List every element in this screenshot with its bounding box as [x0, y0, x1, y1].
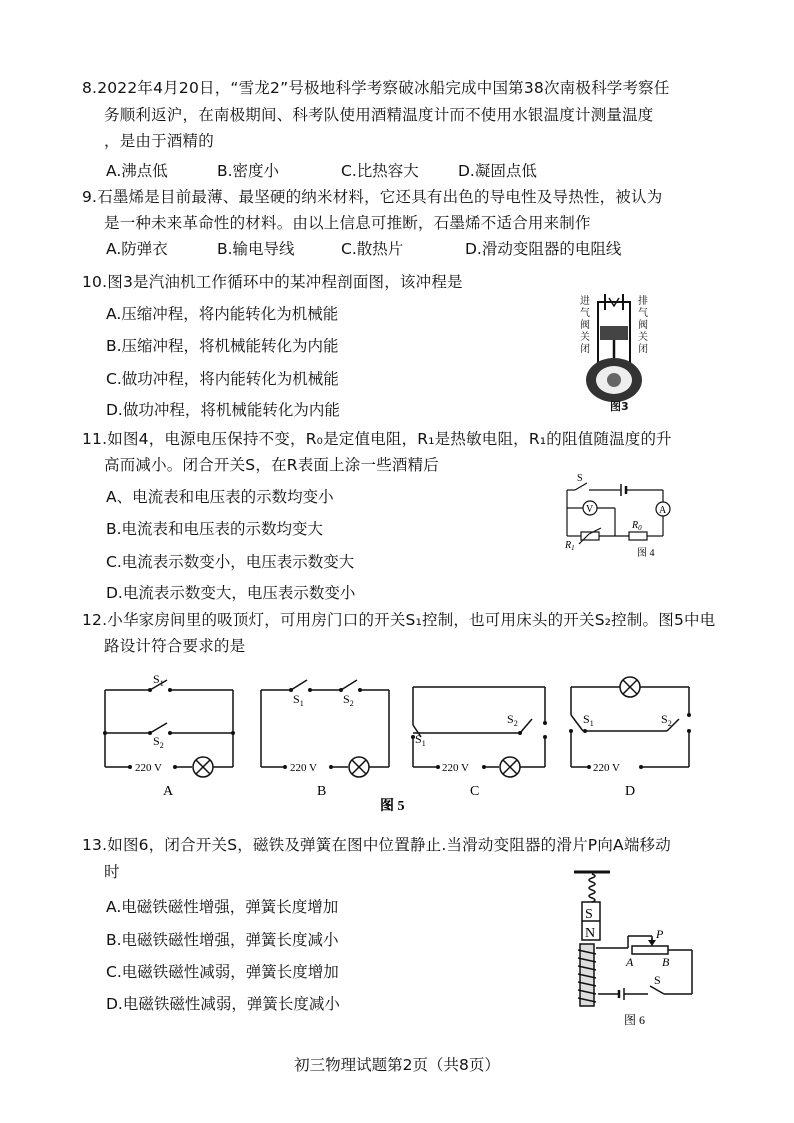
figure-5-caption: 图 5 [380, 799, 405, 814]
q11-line-2: 高而减小。闭合开关S，在R表面上涂一些酒精后 [104, 456, 440, 474]
figure-3-right-label: 排气阀关闭 [638, 296, 648, 355]
figure-5-circuits [95, 672, 705, 815]
q13-option-c: C.电磁铁磁性减弱，弹簧长度增加 [106, 963, 339, 981]
q13-option-d: D.电磁铁磁性减弱，弹簧长度减小 [106, 995, 340, 1013]
q13-option-b: B.电磁铁磁性增强，弹簧长度减小 [106, 931, 339, 949]
figure-6-b-label: B [662, 955, 670, 969]
page-footer: 初三物理试题第2页（共8页） [294, 1056, 500, 1074]
q12-line-2: 路设计符合要求的是 [104, 637, 246, 655]
figure-5c-lamp-icon [500, 757, 520, 777]
q13-line-1: 13.如图6，闭合开关S，磁铁及弹簧在图中位置静止.当滑动变阻器的滑片P向A端移动 [82, 836, 671, 854]
figure-5d-lamp-icon [620, 677, 640, 697]
figure-3-left-label: 进气阀关闭 [580, 296, 590, 355]
figure-5b-s1-label: $S_1$ [293, 692, 304, 708]
q8-line-1: 8.2022年4月20日，“雪龙2”号极地科学考察破冰船完成中国第38次南极科学考察任 [82, 79, 670, 97]
figure-4-r1-label: $R_1$ [565, 540, 575, 552]
figure-5c-s1-label: $S_1$ [415, 732, 426, 748]
q10-option-d: D.做功冲程，将机械能转化为内能 [106, 401, 340, 419]
q9-option-d: D.滑动变阻器的电阻线 [465, 240, 622, 258]
figure-6-electromagnet [570, 866, 705, 1031]
figure-5b-voltage: 220 V [290, 762, 317, 774]
figure-3-caption: 图3 [610, 400, 629, 413]
figure-6-a-label: A [626, 955, 634, 969]
q11-option-c: C.电流表示数变小，电压表示数变大 [106, 553, 355, 571]
q10-line-1: 10.图3是汽油机工作循环中的某冲程剖面图，该冲程是 [82, 273, 463, 291]
figure-5-letter-a: A [163, 784, 174, 799]
figure-5a-voltage: 220 V [135, 762, 162, 774]
figure-5b-lamp-icon [349, 757, 369, 777]
figure-4-circuit [555, 473, 695, 561]
figure-5d-s2-label: $S_2$ [661, 712, 672, 728]
q13-line-2: 时 [104, 863, 120, 881]
figure-5d-voltage: 220 V [593, 762, 620, 774]
q12-line-1: 12.小华家房间里的吸顶灯，可用房门口的开关S₁控制，也可用床头的开关S₂控制。图5中电 [82, 611, 716, 629]
q8-option-b: B.密度小 [217, 162, 280, 180]
q9-line-2: 是一种未来革命性的材料。由以上信息可推断，石墨烯不适合用来制作 [104, 214, 591, 232]
q10-option-b: B.压缩冲程，将机械能转化为内能 [106, 337, 339, 355]
figure-5c-s2-label: $S_2$ [507, 712, 518, 728]
q10-option-c: C.做功冲程，将内能转化为机械能 [106, 370, 339, 388]
figure-5a-s1-label: $S_1$ [153, 672, 164, 688]
q11-line-1: 11.如图4，电源电压保持不变，R₀是定值电阻，R₁是热敏电阻，R₁的阻值随温度的升 [82, 430, 672, 448]
figure-5b-s2-label: $S_2$ [343, 692, 354, 708]
q8-option-d: D.凝固点低 [458, 162, 537, 180]
figure-6-magnet-n: N [585, 926, 596, 941]
figure-5-letter-b: B [317, 784, 327, 799]
figure-6-switch-label: S [654, 973, 661, 987]
figure-6-p-label: P [656, 927, 664, 941]
q8-option-a: A.沸点低 [106, 162, 168, 180]
q9-line-1: 9.石墨烯是目前最薄、最坚硬的纳米材料，它还具有出色的导电性及导热性，被认为 [82, 188, 663, 206]
q9-option-a: A.防弹衣 [106, 240, 168, 258]
figure-6-caption: 图 6 [624, 1013, 646, 1027]
q13-option-a: A.电磁铁磁性增强，弹簧长度增加 [106, 898, 339, 916]
q8-line-3: ，是由于酒精的 [104, 132, 214, 150]
q11-option-b: B.电流表和电压表的示数均变大 [106, 520, 324, 538]
q11-option-d: D.电流表示数变大，电压表示数变小 [106, 584, 356, 602]
figure-4-voltmeter-label: V [586, 504, 594, 515]
q9-option-c: C.散热片 [341, 240, 404, 258]
figure-5-letter-c: C [470, 784, 480, 799]
figure-4-caption: 图 4 [637, 548, 655, 559]
q8-line-2: 务顺利返沪，在南极期间、科考队使用酒精温度计而不使用水银温度计测量温度 [104, 106, 654, 124]
figure-4-switch-label: S [577, 473, 583, 484]
figure-5d-s1-label: $S_1$ [583, 712, 594, 728]
figure-5a-lamp-icon [193, 757, 213, 777]
figure-4-ammeter-label: A [659, 505, 667, 516]
figure-5c-voltage: 220 V [442, 762, 469, 774]
figure-5-letter-d: D [625, 784, 636, 799]
figure-4-r0-label: $R_0$ [632, 520, 642, 532]
q10-option-a: A.压缩冲程，将内能转化为机械能 [106, 305, 339, 323]
q8-option-c: C.比热容大 [341, 162, 419, 180]
q9-option-b: B.输电导线 [217, 240, 295, 258]
figure-5a-s2-label: $S_2$ [153, 734, 164, 750]
figure-6-magnet-s: S [585, 907, 593, 922]
q11-option-a: A、电流表和电压表的示数均变小 [106, 488, 334, 506]
